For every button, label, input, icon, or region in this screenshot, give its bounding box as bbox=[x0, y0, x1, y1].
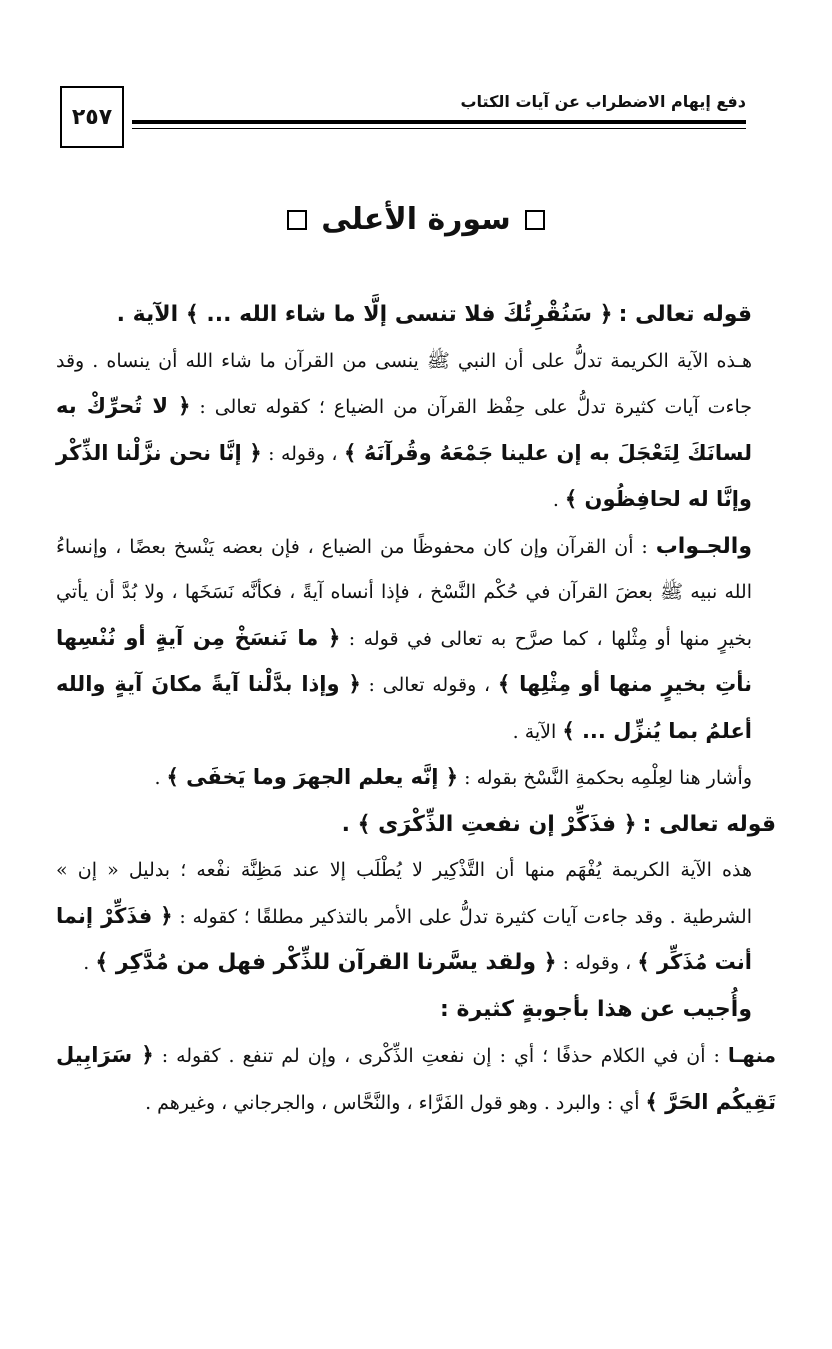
paragraph-explanation bbox=[56, 339, 776, 524]
page-number: ٢٥٧ bbox=[71, 104, 113, 130]
quran-verse: ﴿ إنَّه يعلم الجهرَ وما يَخفَى ﴾ bbox=[166, 765, 459, 789]
quran-verse: ﴿ فذَكِّرْ إنما أنت مُذَكِّر ﴾ bbox=[56, 903, 752, 974]
paragraph-text: : أن القرآن وإن كان محفوظًا من الضياع ، فإن بعضه يَنْسخ بعضًا ، وإنساءُ الله نبيه ﷺ بعضَ القرآن في حُكْم النَّسْخ ، فإذا أنساه آيةً ، فكأنَّه نَسَخَها ، ولا بُدَّ أن يأتي بخيرٍ منها أو مِثْلها ، كما صرَّح به تعالى في قوله : bbox=[56, 535, 752, 650]
paragraph-text: الآية . bbox=[512, 720, 557, 743]
paragraph-wisdom bbox=[56, 755, 776, 802]
paragraph-answer bbox=[56, 524, 776, 756]
paragraph-text: . bbox=[552, 489, 559, 511]
paragraph-text: ، وقوله : bbox=[562, 952, 632, 974]
paragraph-first-answer bbox=[56, 1033, 776, 1126]
quran-verse: ﴿ إنَّا نحن نزَّلْنا الذِّكْر وإنَّا له لحافِظُون ﴾ bbox=[56, 440, 752, 511]
body-text bbox=[56, 292, 776, 1126]
header-rule-thin bbox=[132, 128, 746, 129]
quran-verse: ﴿ لا تُحرِّكْ به لسانَكَ لِتَعْجَلَ به إن علينا جَمْعَهُ وقُرآنَهُ ﴾ bbox=[56, 394, 753, 465]
verse-label: قوله تعالى : bbox=[642, 811, 776, 837]
answers-heading: وأُجيب عن هذا بأجوبةٍ كثيرة : bbox=[440, 996, 752, 1022]
heading-box-left bbox=[287, 210, 307, 230]
page-number-box bbox=[60, 86, 124, 148]
paragraph-text: هـذه الآية الكريمة تدلُّ على أن النبي ﷺ ينسى من القرآن ما شاء الله أن ينساه . وقد جاءت آيات كثيرة تدلُّ على حِفْظ القرآن من الضياع ؛ كقوله تعالى : bbox=[56, 349, 753, 418]
paragraph-text: . bbox=[83, 952, 90, 974]
paragraph-text: . bbox=[154, 767, 161, 789]
surah-heading-text: سورة الأعلى bbox=[321, 202, 511, 237]
quran-verse: ﴿ سَنُقْرِئُكَ فلا تنسى إلَّا ما شاء الله ... ﴾ الآية . bbox=[116, 302, 613, 327]
quran-verse: ﴿ وإذا بدَّلْنا آيةً مكانَ آيةٍ والله أعلمُ بما يُنزِّل ... ﴾ bbox=[56, 672, 752, 743]
quran-verse: ﴿ ما نَنسَخْ مِن آيةٍ أو نُنْسِها نأتِ بخيرٍ منها أو مِثْلِها ﴾ bbox=[56, 625, 752, 696]
surah-heading bbox=[0, 202, 832, 237]
paragraph-reminder bbox=[56, 848, 776, 987]
paragraph-verse-1 bbox=[56, 292, 776, 339]
paragraph-text: أي : والبرد . وهو قول الفَرَّاء ، والنَّحَّاس ، والجرجاني ، وغيرهم . bbox=[145, 1091, 640, 1114]
paragraph-verse-2 bbox=[56, 802, 776, 849]
heading-box-right bbox=[525, 210, 545, 230]
quran-verse: ﴿ فذَكِّرْ إن نفعتِ الذِّكْرَى ﴾ . bbox=[341, 811, 637, 837]
paragraph-answers-heading bbox=[56, 987, 776, 1034]
quran-verse: ﴿ ولقد يسَّرنا القرآن للذِّكْر فهل من مُدَّكِر ﴾ bbox=[95, 950, 557, 975]
quran-verse: ﴿ سَرَابِيل تَقِيكُم الحَرَّ ﴾ bbox=[56, 1043, 776, 1114]
paragraph-text: ، وقوله تعالى : bbox=[368, 674, 491, 696]
paragraph-text: وأشار هنا لعِلْمِه بحكمةِ النَّسْخ بقوله : bbox=[464, 767, 752, 789]
running-header-title: دفع إيهام الاضطراب عن آيات الكتاب bbox=[460, 92, 746, 111]
paragraph-text: ، وقوله : bbox=[268, 442, 338, 465]
header-rule-thick bbox=[132, 120, 746, 124]
verse-label: قوله تعالى : bbox=[618, 302, 752, 327]
paragraph-text: هذه الآية الكريمة يُفْهَم منها أن التَّذْكِير لا يُطْلَب إلا عند مَظِنَّة نفْعه ؛ بدليل « إن » الشرطية . وقد جاءت آيات كثيرة تدلُّ على الأمر بالتذكير مطلقًا ؛ كقوله : bbox=[56, 859, 752, 928]
first-answer-label: منهـا bbox=[727, 1043, 777, 1067]
paragraph-text: : أن في الكلام حذفًا ؛ أي : إن نفعتِ الذِّكْرى ، وإن لم تنفع . كقوله : bbox=[161, 1045, 720, 1067]
answer-label: والجـواب bbox=[655, 533, 752, 559]
